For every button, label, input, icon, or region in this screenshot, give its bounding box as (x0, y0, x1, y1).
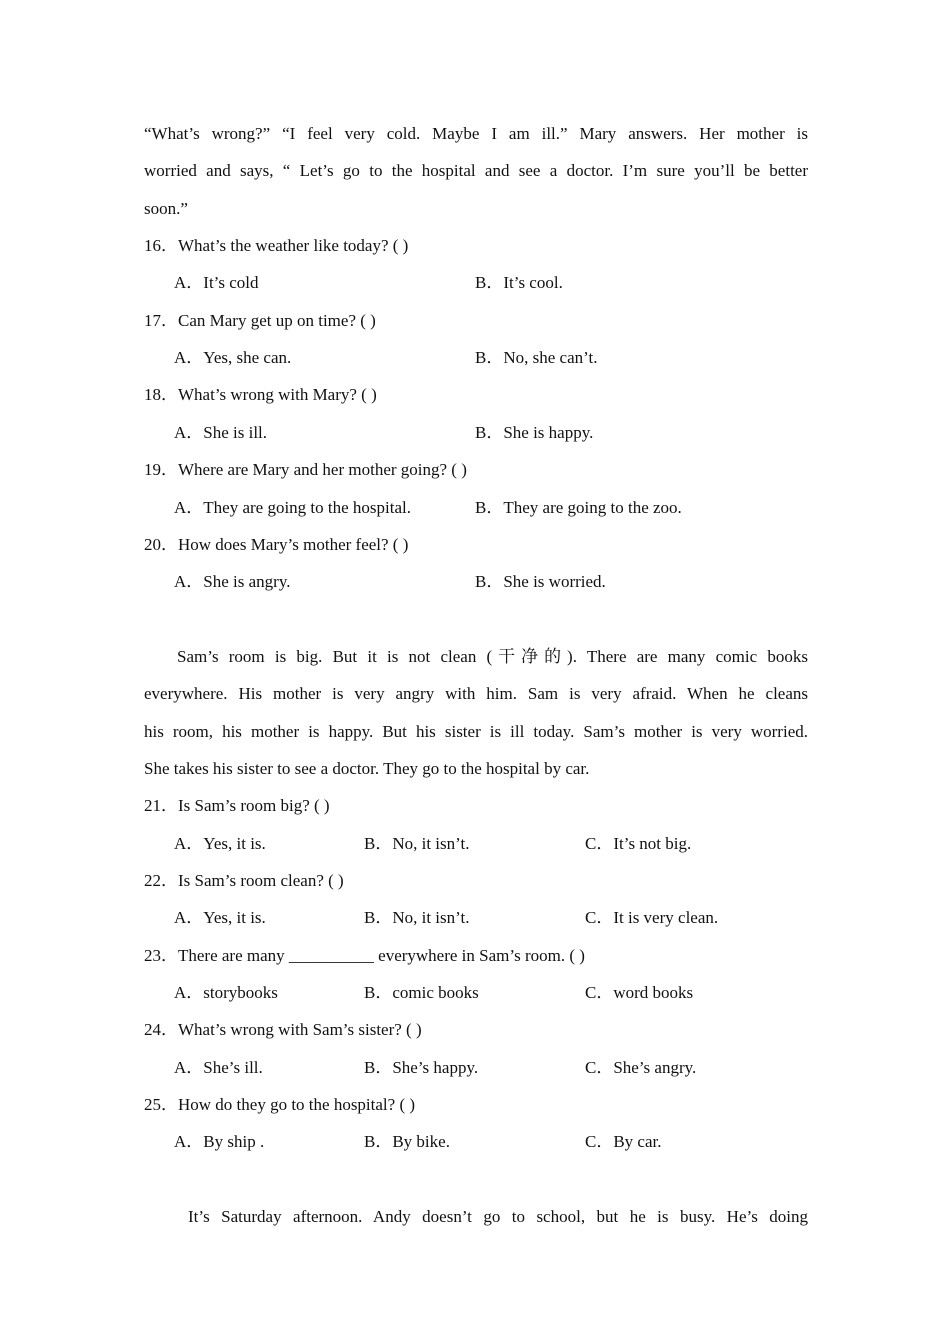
option-24-b: B．She’s happy. (364, 1058, 479, 1077)
option-19-a: A．They are going to the hospital. (174, 498, 412, 517)
option-25-a: A．By ship . (174, 1132, 265, 1151)
option-23-a: A．storybooks (174, 983, 278, 1002)
option-16-a: A．It’s cold (174, 273, 259, 292)
option-24-c: C．She’s angry. (585, 1058, 697, 1077)
option-24-a: A．She’s ill. (174, 1058, 263, 1077)
passage3-line: It’s Saturday afternoon. Andy doesn’t go to school, but he is busy. He’s doing (188, 1207, 808, 1226)
option-18-b: B．She is happy. (475, 423, 594, 442)
question-16: 16．What’s the weather like today? ( ) (144, 236, 409, 255)
question-19: 19．Where are Mary and her mother going? ( ) (144, 460, 467, 479)
option-21-a: A．Yes, it is. (174, 834, 266, 853)
option-21-c: C．It’s not big. (585, 834, 692, 853)
option-22-c: C．It is very clean. (585, 908, 719, 927)
passage2-line: his room, his mother is happy. But his sister is ill today. Sam’s mother is very worried. (144, 722, 808, 741)
option-23-c: C．word books (585, 983, 694, 1002)
question-22: 22．Is Sam’s room clean? ( ) (144, 871, 344, 890)
option-25-c: C．By car. (585, 1132, 662, 1151)
passage1-line: worried and says, “ Let’s go to the hospital and see a doctor. I’m sure you’ll be better (144, 161, 808, 180)
question-17: 17．Can Mary get up on time? ( ) (144, 311, 376, 330)
question-18: 18．What’s wrong with Mary? ( ) (144, 385, 377, 404)
option-16-b: B．It’s cool. (475, 273, 563, 292)
question-20: 20．How does Mary’s mother feel? ( ) (144, 535, 409, 554)
passage2-line: everywhere. His mother is very angry with him. Sam is very afraid. When he cleans (144, 684, 808, 703)
option-18-a: A．She is ill. (174, 423, 268, 442)
passage1-line: soon.” (144, 199, 188, 218)
option-23-b: B．comic books (364, 983, 479, 1002)
question-23: 23．There are many __________ everywhere in Sam’s room. ( ) (144, 946, 585, 965)
option-17-b: B．No, she can’t. (475, 348, 598, 367)
question-21: 21．Is Sam’s room big? ( ) (144, 796, 330, 815)
option-22-a: A．Yes, it is. (174, 908, 266, 927)
option-19-b: B．They are going to the zoo. (475, 498, 682, 517)
passage2-line: Sam’s room is big. But it is not clean (干净的). There are many comic books (177, 647, 808, 666)
option-25-b: B．By bike. (364, 1132, 450, 1151)
passage2-line: She takes his sister to see a doctor. They go to the hospital by car. (144, 759, 590, 778)
passage1-line: “What’s wrong?” “I feel very cold. Maybe I am ill.” Mary answers. Her mother is (144, 124, 808, 143)
option-22-b: B．No, it isn’t. (364, 908, 470, 927)
option-20-b: B．She is worried. (475, 572, 606, 591)
option-20-a: A．She is angry. (174, 572, 291, 591)
question-25: 25．How do they go to the hospital? ( ) (144, 1095, 416, 1114)
question-24: 24．What’s wrong with Sam’s sister? ( ) (144, 1020, 422, 1039)
option-17-a: A．Yes, she can. (174, 348, 292, 367)
option-21-b: B．No, it isn’t. (364, 834, 470, 853)
